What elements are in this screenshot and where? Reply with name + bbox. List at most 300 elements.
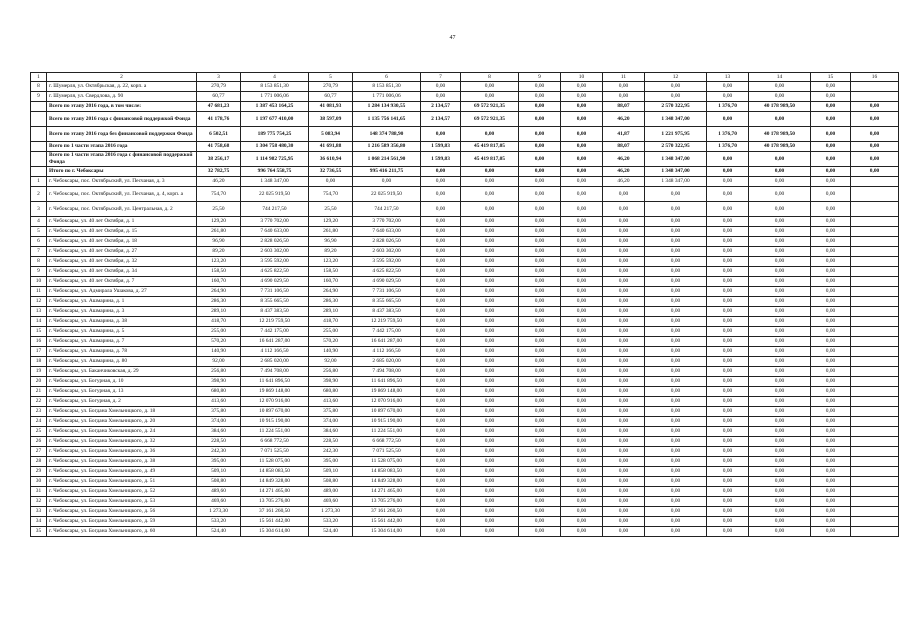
- value-cell: 0,00: [707, 287, 749, 297]
- value-cell: 0,00: [749, 447, 811, 457]
- value-cell: 0,00: [519, 82, 561, 92]
- value-cell: 0,00: [561, 437, 603, 447]
- value-cell: 0,00: [749, 477, 811, 487]
- value-cell: 0,00: [749, 247, 811, 257]
- value-cell: 0,00: [749, 427, 811, 437]
- value-cell: 1 304 758 480,30: [241, 142, 309, 152]
- value-cell: 0,00: [645, 367, 707, 377]
- total-row: [31, 102, 899, 112]
- value-cell: 0,00: [811, 427, 851, 437]
- address-cell: г. Чебоксары, ул. Богдана Хмельницкого, д. 49: [47, 467, 197, 477]
- address-cell: г. Чебоксары, ул. Богдана Хмельницкого, д. 53: [47, 497, 197, 507]
- table-body: [31, 82, 899, 537]
- value-cell: 123,20: [309, 257, 353, 267]
- value-cell: 0,00: [603, 407, 645, 417]
- value-cell: 0,00: [561, 187, 603, 202]
- address-cell: г. Чебоксары, ул. Ашмарина, д. 1: [47, 297, 197, 307]
- value-cell: 7 494 708,00: [241, 367, 309, 377]
- value-cell: 255,00: [197, 327, 241, 337]
- value-cell: 0,00: [561, 457, 603, 467]
- value-cell: 1 221 975,95: [645, 127, 707, 142]
- table-row: [31, 237, 899, 247]
- value-cell: 1 771 006,06: [353, 92, 421, 102]
- value-cell: 0,00: [561, 347, 603, 357]
- total-label: Всего по этапу 2016 года с финансовой поддержкой Фонда: [47, 112, 197, 127]
- value-cell: 0,00: [461, 202, 519, 217]
- value-cell: 0,00: [421, 187, 461, 202]
- address-cell: г. Чебоксары, ул. Богдана Хмельницкого, д. 59: [47, 517, 197, 527]
- value-cell: 0,00: [603, 477, 645, 487]
- value-cell: 0,00: [519, 297, 561, 307]
- value-cell: 0,00: [561, 297, 603, 307]
- value-cell: 129,20: [309, 217, 353, 227]
- value-cell: 60,77: [309, 92, 353, 102]
- value-cell: 0,00: [707, 487, 749, 497]
- value-cell: 0,00: [421, 527, 461, 537]
- capital-repair-register-table: [30, 72, 899, 537]
- value-cell: 0,00: [603, 307, 645, 317]
- column-number: 11: [603, 73, 645, 82]
- row-number: 4: [31, 217, 47, 227]
- value-cell: 46,20: [197, 177, 241, 187]
- value-cell: 0,00: [461, 247, 519, 257]
- address-cell: г. Чебоксары, ул. 40 лет Октября, д. 27: [47, 247, 197, 257]
- address-cell: г. Чебоксары, ул. Богдана Хмельницкого, д. 38: [47, 457, 197, 467]
- value-cell: 0,00: [749, 297, 811, 307]
- column-number: 8: [461, 73, 519, 82]
- value-cell: 0,00: [519, 447, 561, 457]
- value-cell: 158,50: [309, 267, 353, 277]
- value-cell: 8 153 851,30: [241, 82, 309, 92]
- value-cell: 37 161 260,50: [353, 507, 421, 517]
- value-cell: 0,00: [645, 337, 707, 347]
- value-cell: 0,00: [519, 467, 561, 477]
- value-cell: 7 071 525,50: [353, 447, 421, 457]
- table-row: [31, 487, 899, 497]
- value-cell: 0,00: [707, 237, 749, 247]
- address-cell: г. Чебоксары, ул. Ашмарина, д. 5: [47, 327, 197, 337]
- value-cell: [851, 307, 899, 317]
- value-cell: 129,20: [197, 217, 241, 227]
- row-number: 29: [31, 467, 47, 477]
- value-cell: [851, 507, 899, 517]
- value-cell: 14 271 465,00: [353, 487, 421, 497]
- value-cell: 3 595 592,00: [241, 257, 309, 267]
- column-number: 15: [811, 73, 851, 82]
- total-row: [31, 127, 899, 142]
- table-row: [31, 247, 899, 257]
- row-number: 30: [31, 477, 47, 487]
- value-cell: 41 758,68: [197, 142, 241, 152]
- value-cell: 0,00: [421, 447, 461, 457]
- value-cell: 8 153 851,30: [353, 82, 421, 92]
- total-row: [31, 167, 899, 177]
- row-number: 3: [31, 202, 47, 217]
- value-cell: 22 025 919,50: [241, 187, 309, 202]
- value-cell: 0,00: [519, 257, 561, 267]
- value-cell: 0,00: [461, 237, 519, 247]
- value-cell: 1 376,70: [707, 127, 749, 142]
- table-row: [31, 202, 899, 217]
- value-cell: 0,00: [519, 327, 561, 337]
- value-cell: 0,00: [461, 177, 519, 187]
- value-cell: 1 135 756 141,65: [353, 112, 421, 127]
- value-cell: 995 416 211,75: [353, 167, 421, 177]
- value-cell: 0,00: [421, 507, 461, 517]
- value-cell: 0,00: [707, 217, 749, 227]
- value-cell: 0,00: [749, 377, 811, 387]
- value-cell: 0,00: [561, 357, 603, 367]
- value-cell: 0,00: [707, 317, 749, 327]
- value-cell: 0,00: [707, 387, 749, 397]
- value-cell: 0,00: [603, 227, 645, 237]
- value-cell: 32 782,75: [197, 167, 241, 177]
- value-cell: 0,00: [811, 142, 851, 152]
- value-cell: 0,00: [421, 477, 461, 487]
- row-number: 7: [31, 247, 47, 257]
- value-cell: 0,00: [421, 287, 461, 297]
- address-cell: г. Чебоксары, пос. Октябрьский, ул. Песчаная, д. 3: [47, 177, 197, 187]
- value-cell: 0,00: [707, 277, 749, 287]
- table-row: [31, 357, 899, 367]
- value-cell: 0,00: [811, 387, 851, 397]
- value-cell: 0,00: [461, 267, 519, 277]
- value-cell: 14 849 328,00: [241, 477, 309, 487]
- value-cell: 92,00: [309, 357, 353, 367]
- value-cell: 0,00: [461, 467, 519, 477]
- value-cell: 0,00: [749, 187, 811, 202]
- value-cell: 0,00: [645, 247, 707, 257]
- value-cell: 1 216 589 356,80: [353, 142, 421, 152]
- address-cell: г. Шумерля, ул. Октябрьская, д. 22, корп. а: [47, 82, 197, 92]
- row-number: 18: [31, 357, 47, 367]
- value-cell: 0,00: [811, 367, 851, 377]
- value-cell: 0,00: [811, 347, 851, 357]
- value-cell: 8 437 383,50: [241, 307, 309, 317]
- value-cell: 160,70: [197, 277, 241, 287]
- value-cell: 0,00: [707, 247, 749, 257]
- column-number: 16: [851, 73, 899, 82]
- value-cell: 11 528 075,00: [353, 457, 421, 467]
- value-cell: 0,00: [749, 287, 811, 297]
- value-cell: 289,10: [197, 307, 241, 317]
- value-cell: 0,00: [749, 467, 811, 477]
- value-cell: 0,00: [603, 187, 645, 202]
- value-cell: 0,00: [461, 377, 519, 387]
- value-cell: 2 603 302,00: [353, 247, 421, 257]
- value-cell: 0,00: [811, 417, 851, 427]
- value-cell: 0,00: [421, 457, 461, 467]
- value-cell: 10 897 670,00: [353, 407, 421, 417]
- value-cell: 0,00: [519, 487, 561, 497]
- column-number: 6: [353, 73, 421, 82]
- value-cell: 533,20: [197, 517, 241, 527]
- value-cell: 16 641 287,00: [353, 337, 421, 347]
- value-cell: 0,00: [561, 217, 603, 227]
- value-cell: 0,00: [461, 477, 519, 487]
- value-cell: 2 685 020,00: [241, 357, 309, 367]
- value-cell: 1 376,70: [707, 142, 749, 152]
- value-cell: 0,00: [421, 497, 461, 507]
- value-cell: 0,00: [561, 367, 603, 377]
- value-cell: 0,00: [561, 257, 603, 267]
- value-cell: 40 178 989,50: [749, 102, 811, 112]
- row-number: 19: [31, 367, 47, 377]
- address-cell: г. Чебоксары, ул. Богурная, д. 13: [47, 387, 197, 397]
- value-cell: 41 691,88: [309, 142, 353, 152]
- address-cell: г. Чебоксары, ул. Богдана Хмельницкого, д. 60: [47, 527, 197, 537]
- value-cell: 0,00: [561, 407, 603, 417]
- value-cell: 0,00: [811, 112, 851, 127]
- value-cell: 46,20: [603, 177, 645, 187]
- value-cell: 2 134,57: [421, 112, 461, 127]
- value-cell: 0,00: [603, 202, 645, 217]
- table-row: [31, 277, 899, 287]
- value-cell: 0,00: [707, 152, 749, 167]
- value-cell: 0,00: [603, 217, 645, 227]
- address-cell: г. Чебоксары, ул. Богдана Хмельницкого, д. 36: [47, 447, 197, 457]
- value-cell: 0,00: [421, 267, 461, 277]
- column-number: 14: [749, 73, 811, 82]
- value-cell: 16 641 287,00: [241, 337, 309, 347]
- value-cell: 4 112 166,50: [241, 347, 309, 357]
- table-row: [31, 317, 899, 327]
- value-cell: 0,00: [851, 127, 899, 142]
- value-cell: 1 599,83: [421, 152, 461, 167]
- value-cell: 0,00: [461, 337, 519, 347]
- value-cell: 0,00: [749, 507, 811, 517]
- value-cell: 413,60: [197, 397, 241, 407]
- value-cell: 0,00: [707, 227, 749, 237]
- value-cell: 0,00: [519, 527, 561, 537]
- value-cell: 14 858 083,50: [241, 467, 309, 477]
- total-label: Всего по 1 части этапа 2016 года: [47, 142, 197, 152]
- row-number: [31, 127, 47, 142]
- value-cell: 0,00: [707, 112, 749, 127]
- value-cell: 0,00: [421, 427, 461, 437]
- table-row: [31, 227, 899, 237]
- value-cell: 7 731 106,50: [241, 287, 309, 297]
- value-cell: 264,90: [309, 287, 353, 297]
- value-cell: 0,00: [645, 457, 707, 467]
- value-cell: 45 419 817,05: [461, 152, 519, 167]
- column-number: 1: [31, 73, 47, 82]
- value-cell: 509,10: [197, 467, 241, 477]
- value-cell: 996 764 558,75: [241, 167, 309, 177]
- address-cell: г. Чебоксары, ул. Богдана Хмельницкого, д. 18: [47, 407, 197, 417]
- value-cell: 0,00: [421, 177, 461, 187]
- value-cell: 0,00: [561, 177, 603, 187]
- value-cell: 4 690 029,50: [353, 277, 421, 287]
- value-cell: 0,00: [519, 507, 561, 517]
- value-cell: 0,00: [707, 367, 749, 377]
- value-cell: 14 271 465,00: [241, 487, 309, 497]
- value-cell: 570,20: [309, 337, 353, 347]
- value-cell: [851, 337, 899, 347]
- value-cell: 89,20: [309, 247, 353, 257]
- value-cell: [851, 277, 899, 287]
- table-row: [31, 297, 899, 307]
- value-cell: 524,40: [309, 527, 353, 537]
- value-cell: 0,00: [421, 237, 461, 247]
- value-cell: 0,00: [519, 142, 561, 152]
- value-cell: 0,00: [749, 327, 811, 337]
- value-cell: 0,00: [749, 177, 811, 187]
- value-cell: 0,00: [519, 387, 561, 397]
- value-cell: 0,00: [561, 247, 603, 257]
- address-cell: г. Чебоксары, ул. 40 лет Октября, д. 18: [47, 237, 197, 247]
- value-cell: 88,07: [603, 142, 645, 152]
- value-cell: 0,00: [461, 92, 519, 102]
- value-cell: 0,00: [461, 407, 519, 417]
- value-cell: 289,10: [309, 307, 353, 317]
- value-cell: 0,00: [811, 327, 851, 337]
- value-cell: [851, 397, 899, 407]
- value-cell: 15 561 442,00: [241, 517, 309, 527]
- value-cell: 0,00: [707, 507, 749, 517]
- value-cell: 0,00: [421, 257, 461, 267]
- value-cell: 0,00: [519, 347, 561, 357]
- table-row: [31, 477, 899, 487]
- value-cell: 0,00: [645, 387, 707, 397]
- value-cell: 158,50: [197, 267, 241, 277]
- value-cell: 270,79: [197, 82, 241, 92]
- table-row: [31, 457, 899, 467]
- value-cell: 0,00: [519, 217, 561, 227]
- value-cell: 0,00: [811, 477, 851, 487]
- table-row: [31, 337, 899, 347]
- value-cell: 13 705 276,00: [353, 497, 421, 507]
- value-cell: 0,00: [811, 187, 851, 202]
- value-cell: [851, 327, 899, 337]
- value-cell: 1 284 134 930,55: [353, 102, 421, 112]
- value-cell: 0,00: [645, 517, 707, 527]
- value-cell: 0,00: [645, 307, 707, 317]
- value-cell: 0,00: [603, 467, 645, 477]
- value-cell: 160,70: [309, 277, 353, 287]
- value-cell: [851, 227, 899, 237]
- value-cell: 0,00: [603, 287, 645, 297]
- value-cell: 0,00: [519, 397, 561, 407]
- value-cell: 0,00: [707, 397, 749, 407]
- value-cell: 395,00: [197, 457, 241, 467]
- value-cell: 0,00: [561, 307, 603, 317]
- address-cell: г. Чебоксары, ул. 40 лет Октября, д. 1: [47, 217, 197, 227]
- value-cell: 10 915 190,00: [241, 417, 309, 427]
- row-number: 11: [31, 287, 47, 297]
- value-cell: 1 348 347,00: [645, 112, 707, 127]
- value-cell: [851, 247, 899, 257]
- value-cell: 0,00: [421, 127, 461, 142]
- value-cell: 0,00: [561, 237, 603, 247]
- value-cell: 0,00: [749, 407, 811, 417]
- value-cell: [851, 467, 899, 477]
- table-row: [31, 517, 899, 527]
- value-cell: 374,00: [309, 417, 353, 427]
- value-cell: 0,00: [811, 92, 851, 102]
- value-cell: 0,00: [519, 357, 561, 367]
- column-number: 7: [421, 73, 461, 82]
- value-cell: 46,20: [603, 112, 645, 127]
- value-cell: 0,00: [561, 152, 603, 167]
- table-row: [31, 427, 899, 437]
- value-cell: 286,30: [309, 297, 353, 307]
- value-cell: 0,00: [421, 417, 461, 427]
- value-cell: [851, 367, 899, 377]
- address-cell: г. Чебоксары, ул. Ашмарина, д. 7: [47, 337, 197, 347]
- value-cell: 6 668 772,50: [241, 437, 309, 447]
- table-row: [31, 327, 899, 337]
- row-number: 22: [31, 397, 47, 407]
- value-cell: 0,00: [519, 317, 561, 327]
- value-cell: 0,00: [461, 347, 519, 357]
- value-cell: 2 134,57: [421, 102, 461, 112]
- value-cell: 1 273,30: [197, 507, 241, 517]
- value-cell: 0,00: [707, 477, 749, 487]
- row-number: 23: [31, 407, 47, 417]
- table-row: [31, 527, 899, 537]
- value-cell: 0,00: [561, 287, 603, 297]
- value-cell: 3 595 592,00: [353, 257, 421, 267]
- value-cell: 0,00: [561, 417, 603, 427]
- value-cell: 0,00: [707, 177, 749, 187]
- value-cell: 0,00: [811, 487, 851, 497]
- value-cell: 1 348 347,00: [645, 152, 707, 167]
- row-number: 14: [31, 317, 47, 327]
- value-cell: 0,00: [561, 527, 603, 537]
- value-cell: 0,00: [707, 337, 749, 347]
- value-cell: 0,00: [645, 417, 707, 427]
- column-number: 2: [47, 73, 197, 82]
- value-cell: 744 217,50: [241, 202, 309, 217]
- value-cell: 0,00: [645, 327, 707, 337]
- value-cell: 0,00: [421, 307, 461, 317]
- value-cell: 0,00: [603, 447, 645, 457]
- value-cell: 0,00: [421, 397, 461, 407]
- value-cell: 0,00: [749, 237, 811, 247]
- value-cell: 189 775 754,25: [241, 127, 309, 142]
- value-cell: 0,00: [645, 427, 707, 437]
- value-cell: 0,00: [707, 92, 749, 102]
- value-cell: 0,00: [519, 427, 561, 437]
- value-cell: 533,20: [309, 517, 353, 527]
- row-number: 28: [31, 457, 47, 467]
- value-cell: 0,00: [811, 277, 851, 287]
- value-cell: 11 641 896,50: [241, 377, 309, 387]
- value-cell: 0,00: [749, 267, 811, 277]
- value-cell: [851, 437, 899, 447]
- table-row: [31, 307, 899, 317]
- table-row: [31, 367, 899, 377]
- value-cell: 1 197 677 410,00: [241, 112, 309, 127]
- column-number: 10: [561, 73, 603, 82]
- value-cell: 0,00: [561, 397, 603, 407]
- value-cell: 0,00: [645, 447, 707, 457]
- value-cell: 15 561 442,00: [353, 517, 421, 527]
- value-cell: 0,00: [421, 297, 461, 307]
- value-cell: 4 690 029,50: [241, 277, 309, 287]
- value-cell: 3 770 702,00: [241, 217, 309, 227]
- value-cell: 47 681,23: [197, 102, 241, 112]
- page-number: 47: [449, 35, 456, 41]
- value-cell: 19 869 148,00: [353, 387, 421, 397]
- row-number: 16: [31, 337, 47, 347]
- value-cell: 0,00: [749, 487, 811, 497]
- value-cell: 89,20: [197, 247, 241, 257]
- value-cell: 0,00: [519, 247, 561, 257]
- value-cell: 255,00: [309, 327, 353, 337]
- value-cell: 0,00: [645, 397, 707, 407]
